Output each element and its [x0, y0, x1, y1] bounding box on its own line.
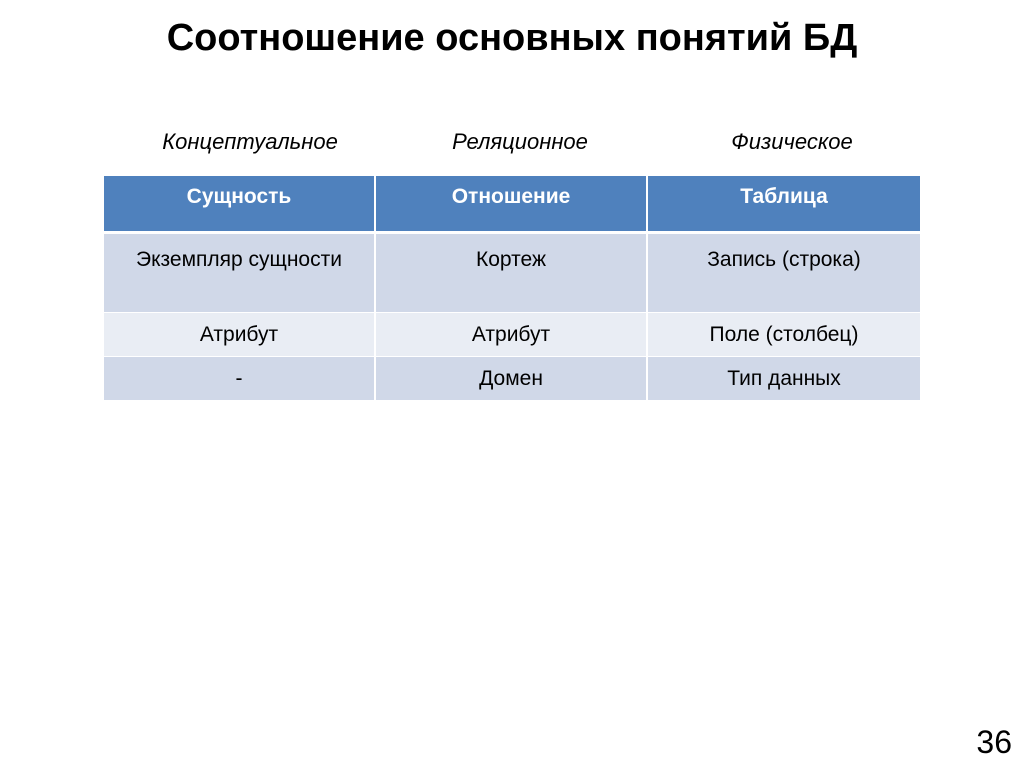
table-cell: Запись (строка) [647, 232, 920, 312]
model-label-conceptual: Концептуальное [162, 129, 338, 154]
table-cell: Кортеж [375, 232, 647, 312]
table-cell: Домен [375, 356, 647, 400]
table-row [104, 312, 920, 356]
slide-title: Соотношение основных понятий БД [166, 17, 858, 59]
page-number: 36 [976, 724, 1012, 760]
table-cell: Атрибут [375, 312, 647, 356]
table-cell: Поле (столбец) [647, 312, 920, 356]
table-row [104, 232, 920, 312]
table-header-cell: Отношение [375, 176, 647, 232]
table-row [104, 356, 920, 400]
table-cell: - [104, 356, 375, 400]
table-header-cell: Сущность [104, 176, 375, 232]
table-cell: Экземпляр сущности [104, 232, 375, 312]
model-label-relational: Реляционное [452, 129, 588, 154]
table-header-row [104, 176, 920, 232]
table-cell: Атрибут [104, 312, 375, 356]
model-label-physical: Физическое [731, 129, 853, 154]
table-cell: Тип данных [647, 356, 920, 400]
concepts-table [104, 176, 920, 401]
table-header-cell: Таблица [647, 176, 920, 232]
